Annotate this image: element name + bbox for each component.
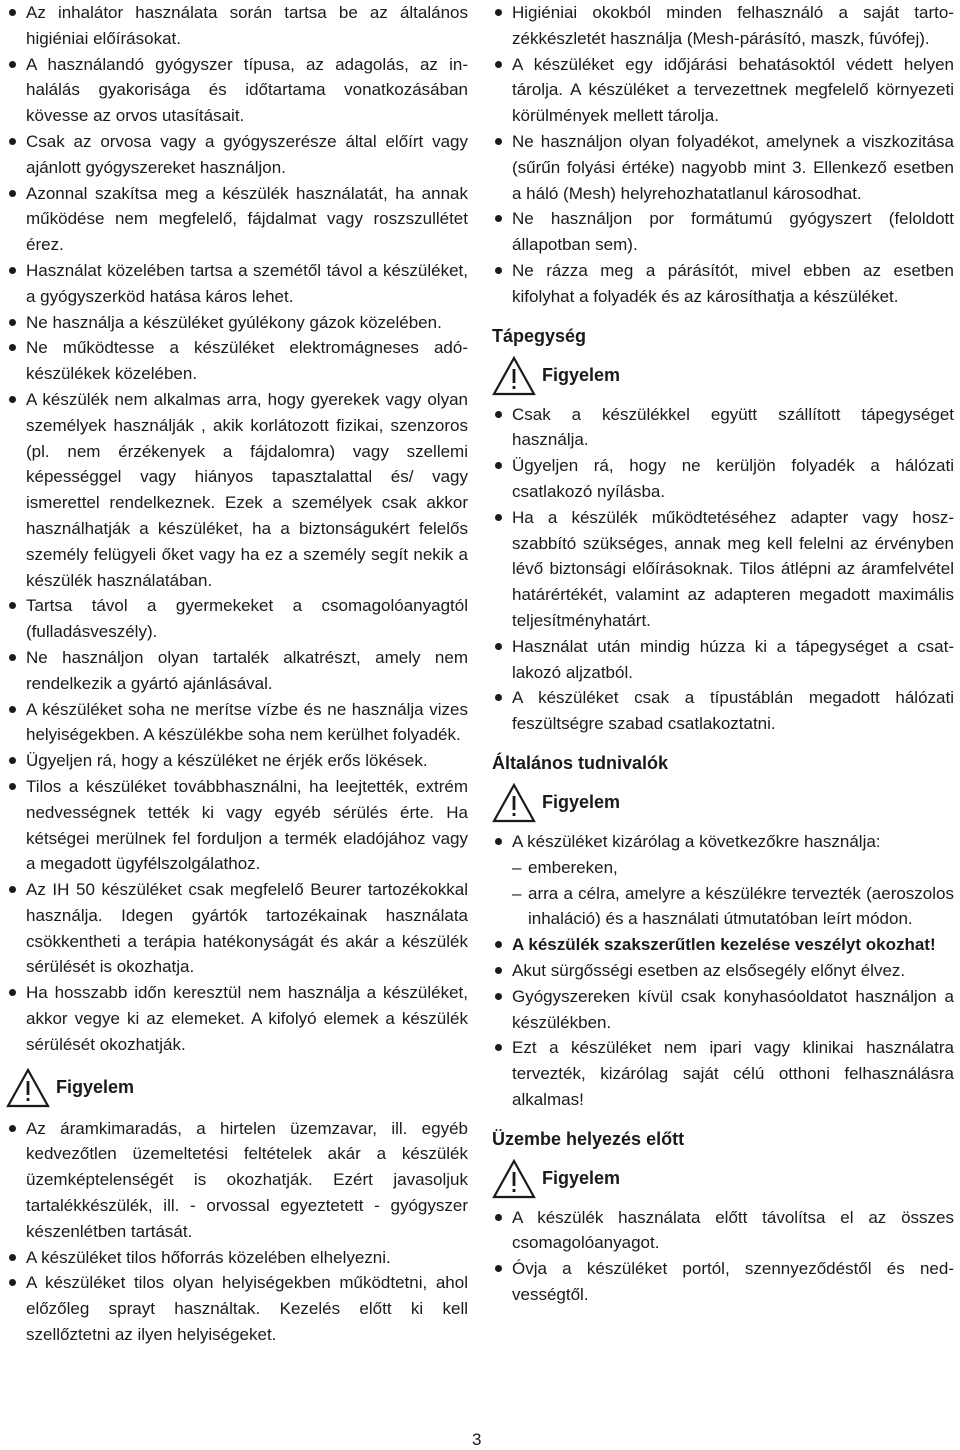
list-item: A készüléket egy időjárási behatásoktól védett helyen tárolja. A készüléket a tervezettnek megfelelő környezeti körülmények mellett tárolja. bbox=[492, 52, 954, 129]
list-item: Ha a készülék működtetéséhez adapter vagy hoszszabbító szükséges, annak meg kell felelni az érvényben lévő biztonsági előírásoknak. Tilos átlépni az áramfelvétel határértékét, valamint az adapteren megadott maximális teljesítményhatárt. bbox=[492, 505, 954, 634]
warning-block bbox=[6, 1066, 468, 1110]
list-item: Az áramkimaradás, a hirtelen üzemzavar, ill. egyéb kedvezőtlen üzemeltetési feltételek akár a készülék üzemképtelenségét is okozhatják. Ezért javasoljuk tartalékkészülék, ill. - orvossal egyeztetett - gyógyszer készenlétben tartását. bbox=[6, 1116, 468, 1245]
list-item: A készülék nem alkalmas arra, hogy gyerekek vagy olyan személyek használják , akik korlátozott fizikai, szenzoros (pl. nem érzékenyek a fájdalomra) vagy szellemi képességgel vagy hiányos tapasztalattal és/ vagy ismerettel rendelkeznek. Ezek a személyek csak akkor használhatják a készüléket, ha a biztonságukért felelős személy felügyeli őket vagy ha ez a személy segít nekik a készülék használatában. bbox=[6, 387, 468, 593]
list-item: Tilos a készüléket továbbhasználni, ha leejtették, extrém nedvességnek tették ki vagy egyéb sérülés érte. Ha kétségei merülnek fel forduljon a termék eladójához vagy a megadott ügyfélszolgálathoz. bbox=[6, 774, 468, 877]
list-item: Azonnal szakítsa meg a készülék használatát, ha annak működése nem megfelelő, fájdalmat vagy roszszullétet érez. bbox=[6, 181, 468, 258]
intended-use-sublist bbox=[512, 855, 954, 932]
list-item: Akut sürgősségi esetben az elsősegély előnyt élvez. bbox=[492, 958, 954, 984]
list-item: Higiéniai okokból minden felhasználó a saját tartozékkészletét használja (Mesh-párásító, maszk, fúvófej). bbox=[492, 0, 954, 52]
general-list-cont bbox=[492, 932, 954, 1113]
startup-list bbox=[492, 1205, 954, 1308]
warning-triangle-icon bbox=[492, 1159, 536, 1199]
section-title-startup: Üzembe helyezés előtt bbox=[492, 1128, 685, 1149]
intended-use-intro: A készüléket kizárólag a következőkre használja: bbox=[512, 831, 881, 851]
list-item: Ne használjon olyan tartalék alkatrészt, amely nem rendelkezik a gyártó ajánlásával. bbox=[6, 645, 468, 697]
list-item: Az inhalátor használata során tartsa be az általános higiéniai előírásokat. bbox=[6, 0, 468, 52]
safety-list-2 bbox=[6, 1116, 468, 1348]
warning-label: Figyelem bbox=[542, 365, 621, 386]
hygiene-list bbox=[492, 0, 954, 310]
sub-list-item: – arra a célra, amelyre a készülékre tervezték (aeroszolos inhaláció) és a használati útmutatóban leírt módon. bbox=[512, 881, 954, 933]
warning-label: Figyelem bbox=[542, 1168, 621, 1189]
warning-label: Figyelem bbox=[56, 1077, 135, 1098]
list-item: Használat közelében tartsa a szemétől távol a készüléket, a gyógyszerköd hatása káros lehet. bbox=[6, 258, 468, 310]
list-item: Ne rázza meg a párásítót, mivel ebben az esetben kifolyhat a folyadék és az károsíthatja a készüléket. bbox=[492, 258, 954, 310]
warning-block bbox=[492, 354, 954, 398]
list-item: Ügyeljen rá, hogy a készüléket ne érjék erős lökések. bbox=[6, 748, 468, 774]
list-item: Használat után mindig húzza ki a tápegységet a csatlakozó aljzatból. bbox=[492, 634, 954, 686]
warning-triangle-icon bbox=[6, 1068, 50, 1108]
warning-label: Figyelem bbox=[542, 792, 621, 813]
list-item: Óvja a készüléket portól, szennyeződéstől és nedvességtől. bbox=[492, 1256, 954, 1308]
list-item: Ne használjon olyan folyadékot, amelynek a viszkozitása (sűrűn folyási értéke) nagyobb mint 3. Ellenkező esetben a háló (Mesh) helyrehozhatatlanul károsodhat. bbox=[492, 129, 954, 206]
section-title-power: Tápegység bbox=[492, 325, 587, 346]
sub-list-item: – embereken, bbox=[512, 855, 954, 881]
warning-triangle-icon bbox=[492, 356, 536, 396]
safety-list-1 bbox=[6, 0, 468, 1058]
list-item: Ügyeljen rá, hogy ne kerüljön folyadék a hálózati csatlakozó nyílásba. bbox=[492, 453, 954, 505]
warning-block bbox=[492, 1157, 954, 1201]
left-column bbox=[6, 0, 468, 1348]
list-item: A készülék szakszerűtlen kezelése veszélyt okozhat! bbox=[492, 932, 954, 958]
right-column bbox=[492, 0, 954, 1308]
section-title-general: Általános tudnivalók bbox=[492, 752, 669, 773]
list-item: A készüléket tilos olyan helyiségekben működtetni, ahol előzőleg sprayt használtak. Kezelés előtt ki kell szellőztetni az ilyen helyiségeket. bbox=[6, 1270, 468, 1347]
list-item: A készülék használata előtt távolítsa el az összes csomagolóanyagot. bbox=[492, 1205, 954, 1257]
list-item: A használandó gyógyszer típusa, az adagolás, az inhalálás gyakorisága és időtartama vonatkozásában kövesse az orvos utasításait. bbox=[6, 52, 468, 129]
list-item: Az IH 50 készüléket csak megfelelő Beurer tartozékokkal használja. Idegen gyártók tartozékainak használata csökkentheti a terápia hatékonyságát és akár a készülék sérülését is okozhatja. bbox=[6, 877, 468, 980]
page-number: 3 bbox=[472, 1430, 482, 1449]
list-item bbox=[492, 829, 954, 855]
list-item: Csak az orvosa vagy a gyógyszerésze által előírt vagy ajánlott gyógyszereket használjon. bbox=[6, 129, 468, 181]
list-item: Ne használjon por formátumú gyógyszert (feloldott állapotban sem). bbox=[492, 206, 954, 258]
general-list bbox=[492, 829, 954, 855]
list-item: Gyógyszereken kívül csak konyhasóoldatot használjon a készülékben. bbox=[492, 984, 954, 1036]
list-item: Tartsa távol a gyermekeket a csomagolóanyagtól (fulladásveszély). bbox=[6, 593, 468, 645]
list-item: A készüléket soha ne merítse vízbe és ne használja vizes helyiségekben. A készülékbe soha nem kerülhet folyadék. bbox=[6, 697, 468, 749]
list-item: Ha hosszabb időn keresztül nem használja a készüléket, akkor vegye ki az elemeket. A kifolyó elemek a készülék sérülését okozhatják. bbox=[6, 980, 468, 1057]
list-item: Ne működtesse a készüléket elektromágneses adókészülékek közelében. bbox=[6, 335, 468, 387]
list-item: Csak a készülékkel együtt szállított tápegységet használja. bbox=[492, 402, 954, 454]
list-item: Ezt a készüléket nem ipari vagy klinikai használatra tervezték, kizárólag saját célú otthoni felhasználásra alkalmas! bbox=[492, 1035, 954, 1112]
warning-triangle-icon bbox=[492, 783, 536, 823]
list-item: A készüléket tilos hőforrás közelében elhelyezni. bbox=[6, 1245, 468, 1271]
list-item: Ne használja a készüléket gyúlékony gázok közelében. bbox=[6, 310, 468, 336]
warning-block bbox=[492, 781, 954, 825]
list-item: A készüléket csak a típustáblán megadott hálózati feszültségre szabad csatlakoztatni. bbox=[492, 685, 954, 737]
power-list bbox=[492, 402, 954, 737]
